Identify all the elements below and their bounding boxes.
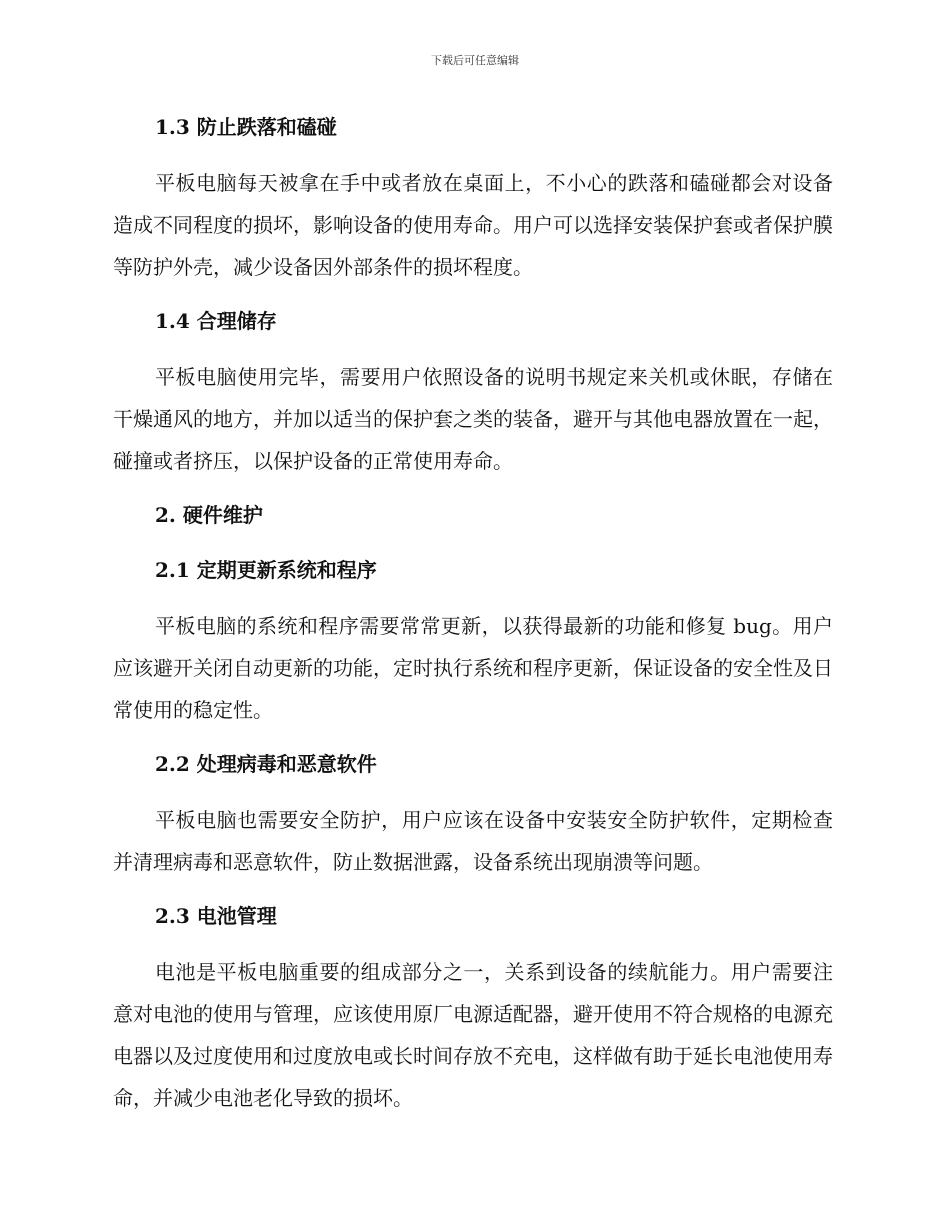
document-body (113, 107, 833, 1132)
section-heading-2: 2. 硬件维护 (155, 503, 263, 527)
page-header: 下载后可任意编辑 (431, 54, 519, 67)
section-heading-2-3: 2.3 电池管理 (155, 904, 277, 928)
section-paragraph-2-2: 平板电脑也需要安全防护，用户应该在设备中安装安全防护软件，定期检查并清理病毒和恶意软件，防止数据泄露，设备系统出现崩溃等问题。 (113, 808, 833, 874)
section-heading-2-2: 2.2 处理病毒和恶意软件 (155, 752, 377, 776)
section-heading-1-4: 1.4 合理储存 (155, 309, 277, 333)
section-paragraph-2-3: 电池是平板电脑重要的组成部分之一，关系到设备的续航能力。用户需要注意对电池的使用与管理，应该使用原厂电源适配器，避开使用不符合规格的电源充电器以及过度使用和过度放电或长时间存放不充电，这样做有助于延长电池使用寿命，并减少电池老化导致的损坏。 (113, 960, 833, 1110)
section-paragraph-1-4: 平板电脑使用完毕，需要用户依照设备的说明书规定来关机或休眠，存储在干燥通风的地方，并加以适当的保护套之类的装备，避开与其他电器放置在一起，碰撞或者挤压，以保护设备的正常使用寿命。 (113, 365, 833, 473)
section-paragraph-1-3: 平板电脑每天被拿在手中或者放在桌面上，不小心的跌落和磕碰都会对设备造成不同程度的损坏，影响设备的使用寿命。用户可以选择安装保护套或者保护膜等防护外壳，减少设备因外部条件的损坏程度。 (113, 171, 833, 279)
section-heading-1-3: 1.3 防止跌落和磕碰 (155, 115, 337, 139)
section-heading-2-1: 2.1 定期更新系统和程序 (155, 558, 377, 582)
section-paragraph-2-1: 平板电脑的系统和程序需要常常更新，以获得最新的功能和修复 bug。用户应该避开关闭自动更新的功能，定时执行系统和程序更新，保证设备的安全性及日常使用的稳定性。 (113, 614, 833, 722)
